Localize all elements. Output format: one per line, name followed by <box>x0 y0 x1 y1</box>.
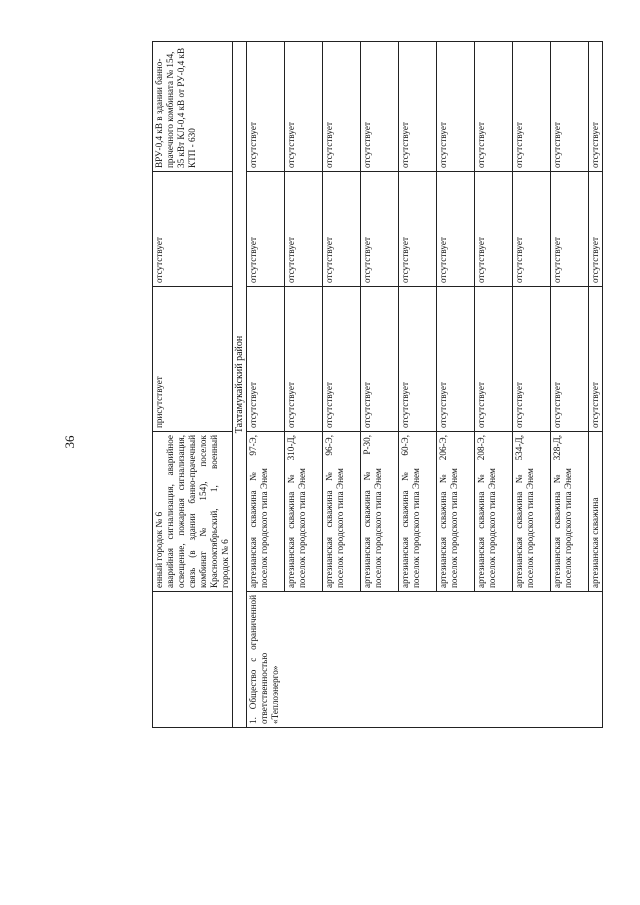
status-cell: присутствует <box>153 287 233 432</box>
status-cell: отсутствует <box>437 42 475 172</box>
status-cell: отсутствует <box>285 172 323 287</box>
status-cell: отсутствует <box>589 42 603 172</box>
organization-cell-empty <box>153 592 233 728</box>
table-row <box>247 42 285 728</box>
status-cell: отсутствует <box>437 287 475 432</box>
region-row <box>233 42 247 728</box>
status-cell: отсутствует <box>589 172 603 287</box>
status-cell: отсутствует <box>361 172 399 287</box>
status-cell: отсутствует <box>247 172 285 287</box>
objects-table <box>152 41 603 728</box>
status-cell: отсутствует <box>475 42 513 172</box>
object-cell: артезианская скважина № 534-Д, поселок городского типа Энем <box>513 432 551 592</box>
status-cell: отсутствует <box>323 172 361 287</box>
status-cell: отсутствует <box>247 42 285 172</box>
status-cell: отсутствует <box>513 287 551 432</box>
status-cell: отсутствует <box>551 42 589 172</box>
status-cell: отсутствует <box>399 172 437 287</box>
status-cell: отсутствует <box>247 287 285 432</box>
object-cell: артезианская скважина № 310-Д, поселок городского типа Энем <box>285 432 323 592</box>
status-cell: отсутствует <box>399 287 437 432</box>
object-cell: артезианская скважина № 97-Э, поселок городского типа Энем <box>247 432 285 592</box>
page-number: 36 <box>62 435 77 449</box>
status-cell: отсутствует <box>361 287 399 432</box>
object-detail: аварийная сигнализация, аварийное освещение, пожарная сигнализация, связь (в здании банно-прачечный комбинат № 154), поселок Краснооктябрьский, 1, военный городок № 6 <box>165 435 230 588</box>
status-cell: отсутствует <box>475 287 513 432</box>
status-cell: отсутствует <box>285 42 323 172</box>
status-cell: отсутствует <box>437 172 475 287</box>
status-cell: отсутствует <box>551 172 589 287</box>
rotated-table-wrapper <box>152 42 640 728</box>
status-cell: отсутствует <box>323 42 361 172</box>
object-cell: артезианская скважина № 96-Э, поселок городского типа Энем <box>323 432 361 592</box>
status-cell: отсутствует <box>399 42 437 172</box>
table-row <box>153 42 233 728</box>
status-cell: отсутствует <box>323 287 361 432</box>
object-continuation: енный городок № 6 <box>154 511 164 588</box>
object-cell: артезианская скважина № 208-Э, поселок городского типа Энем <box>475 432 513 592</box>
status-cell: отсутствует <box>475 172 513 287</box>
notes-cell: ВРУ-0,4 кВ в здании банно-прачечного комбината № 154, 35 кВт КЛ-0,4 кВ от РУ-0,4 кВ КТП - 630 <box>153 42 233 172</box>
status-cell: отсутствует <box>513 172 551 287</box>
object-cell: артезианская скважина <box>589 432 603 592</box>
status-cell: отсутствует <box>153 172 233 287</box>
status-cell: отсутствует <box>513 42 551 172</box>
object-cell: артезианская скважина № 60-Э, поселок городского типа Энем <box>399 432 437 592</box>
organization-cell: 1. Общество с ограниченной ответственностью «Теплоэнерго» <box>247 592 603 728</box>
status-cell: отсутствует <box>589 287 603 432</box>
region-title: Тахтамукайский район <box>233 42 247 728</box>
object-cell: артезианская скважина № Р-30, поселок городского типа Энем <box>361 432 399 592</box>
status-cell: отсутствует <box>551 287 589 432</box>
object-cell: артезианская скважина № 328-Д, поселок городского типа Энем <box>551 432 589 592</box>
status-cell: отсутствует <box>361 42 399 172</box>
object-cell: артезианская скважина № 206-Э, поселок городского типа Энем <box>437 432 475 592</box>
status-cell: отсутствует <box>285 287 323 432</box>
object-cell <box>153 432 233 592</box>
